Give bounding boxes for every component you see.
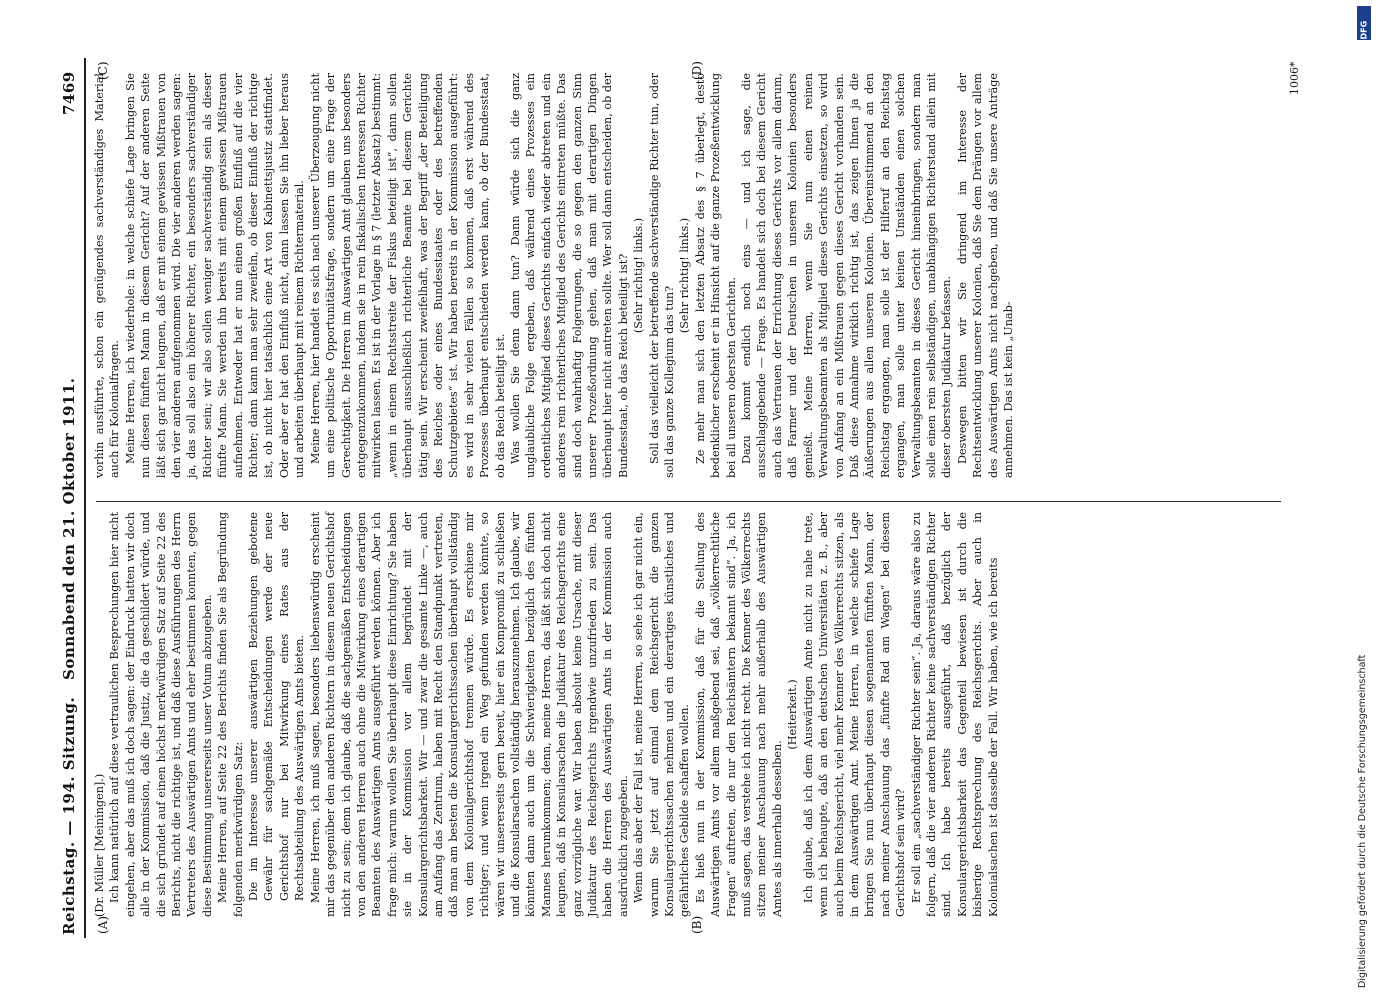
- margin-letter-a: (A): [96, 915, 110, 934]
- page-header-left: Reichstag. — 194. Sitzung.: [60, 696, 78, 935]
- interjection: (Heiterkeit.): [786, 679, 800, 750]
- page-number: 7469: [60, 71, 78, 115]
- dfg-logo-text: DFG: [1359, 20, 1369, 40]
- signature-mark: 1006*: [1288, 61, 1301, 95]
- paragraph: Meine Herren, ich wiederhole: in welche schiefe Lage bringen Sie nun diesen fünften Mann in diesem Gericht? Auf der anderen Seite läßt sich gar nicht leugnen, daß er mit einem gewissen Mißtrauen von den vier anderen aufgenommen wird. Die vier anderen werden sagen: ja, das soll also ein höherer Richter, ein besonders sachverständiger Richter sein; wir also sollen weniger sachverständig sein als dieser fünfte Mann. Sie werden ihn bereits mit einem gewissen Mißtrauen aufnehmen. Entweder hat er nun einen großen Einfluß auf die vier Richter; dann kann man sehr zweifeln, ob dieser Einfluß der richtige ist, ob nicht hier tatsächlich eine Art von Kabinettsjustiz stattfindet. Oder aber er hat den Einfluß nicht, dann lassen Sie ihn lieber heraus und arbeiten überhaupt mit reinem Richtermaterial.: [123, 73, 307, 478]
- quotation: Die im Interesse unserer auswärtigen Beziehungen gebotene Gewähr für sachgemäße Entscheidungen werde der neue Gerichtshof nur bei Mitwirkung eines Rates aus der Rechtsabteilung des Auswärtigen Amts bieten.: [247, 512, 307, 901]
- paragraph: Ze mehr man sich den letzten Absatz des § 7 überlegt, desto bedenklicher erscheint er in Hinsicht auf die ganze Prozeßentwicklung bei all unseren obersten Gerichten.: [693, 73, 738, 478]
- digitization-note: [1355, 8, 1371, 988]
- margin-letter-d: (D): [690, 61, 704, 80]
- paragraph: Es hieß nun in der Kommission, daß für die Stellung des Auswärtigen Amts vor allem maßgebend sei, daß „völkerrechtliche Fragen“ auftreten, die nur den Reichsämtern bekannt sind“. Ja, ich muß sagen, das verstehe ich nicht recht. Die Kenner des Völkerrechts sitzen meiner Anschauung nach mehr außerhalb des Auswärtigen Amtes als innerhalb desselben.: [693, 512, 784, 917]
- paragraph: Ich kann natürlich auf diese vertraulichen Besprechungen hier nicht eingehen, aber das muß ich doch sagen: der Eindruck hatten wir doch alle in der Kommission, daß die Justiz, die da geschildert würde, und die sich gründet auf einen höchst merkwürdigen Satz auf Seite 22 des Berichts, nicht die richtige ist, und daß diese Ausführungen des Herrn Vertreters des Auswärtigen Amts und eher bestimmen konnten, gegen diese Bestimmung unsererseits unser Votum abzugeben.: [108, 512, 214, 917]
- right-column: [92, 73, 1016, 478]
- paragraph: Er soll ein „sachverständiger Richter sein“. Ja, daraus wäre also zu folgern, daß die vier anderen Richter keine sachverständigen Richter sind. Ich habe bereits ausgeführt, daß bezüglich der Konsulargerichtsbarkeit das Gegenteil bewiesen ist durch die bisherige Rechtsprechung des Reichsgerichts. Aber auch in Kolonialsachen ist dasselbe der Fall. Wir haben, wie ich bereits: [909, 512, 1000, 917]
- interjection: (Sehr richtig! links.): [632, 217, 646, 334]
- paragraph: Meine Herren, auf Seite 22 des Berichts finden Sie als Begründung folgenden merkwürdigen Satz:: [216, 512, 245, 917]
- digitization-note-text: Digitalisierung gefördert durch die Deutsche Forschungsgemeinschaft: [1357, 654, 1368, 988]
- interjection: (Sehr richtig! links.): [678, 217, 692, 334]
- column-divider: [96, 501, 1281, 502]
- paragraph: Ich glaube, daß ich dem Auswärtigen Amte nicht zu nahe trete, wenn ich behaupte, daß an den deutschen Universitäten z. B., aber auch beim Reichsgericht, viel mehr Kenner des Völkerrechts sitzen, als in dem Auswärtigen Amt. Meine Herren, in welche schiefe Lage bringen Sie nun überhaupt diesen sogenannten fünften Mann, der nach meiner Anschauung das „fünfte Rad am Wagen“ bei diesem Gerichtshof sein wird?: [801, 512, 908, 917]
- speaker-label: (Dr. Müller [Meiningen].): [93, 773, 106, 917]
- paragraph: Deswegen bitten wir Sie dringend im Interesse der Rechtsentwicklung unserer Kolonien, daß Sie dem Drängen vor allem des Auswärtigen Amts nicht nachgeben, und daß Sie unsere Anträge annehmen. Das ist kein „Unab-: [955, 73, 1015, 478]
- header-rule: [84, 58, 86, 938]
- left-column: [92, 512, 1001, 917]
- paragraph: Soll das vielleicht der betreffende sachverständige Richter tun, oder soll das ganze Kollegium das tun?: [647, 73, 677, 478]
- paragraph: Wenn das aber der Fall ist, meine Herren, so sehe ich gar nicht ein, warum Sie jetzt auf einmal dem Reichsgericht die ganzen Konsulargerichtssachen nehmen und ein derartiges künstliches und gefährliches Gebilde schaffen wollen.: [632, 512, 692, 917]
- margin-letter-c: (C): [96, 61, 110, 80]
- paragraph: Dazu kommt endlich noch eins — und ich sage, die ausschlaggebende — Frage. Es handelt sich doch bei diesem Gericht auch das Vertrauen der Errichtung dieses Gerichts vor allem darum, daß Farmer und der Deutschen in unseren Kolonien besonders genießt. Meine Herren, wenn Sie nun einen reinen Verwaltungsbeamten als Mitglied dieses Gerichts einsetzen, so wird von Anfang an ein Mißtrauen gegen dieses Gericht vorhanden sein. Daß diese Annahme wirklich richtig ist, das zeigen Ihnen ja die Äußerungen aus allen unseren Kolonien. Übereinstimmend an den Reichstag ergangen, man solle ist der Hilferuf an den Reichstag ergangen, man solle unter keinen Umständen einen solchen Verwaltungsbeamten in dieses Gericht hineinbringen, sondern man solle einen rein selbständigen, unabhängigen Richterstand allein mit dieser obersten Judikatur befassen.: [740, 73, 954, 478]
- page-header-date: Sonnabend den 21. Oktober 1911.: [60, 377, 78, 680]
- margin-letter-b: (B): [690, 915, 704, 934]
- paragraph: Meine Herren, hier handelt es sich nach unserer Überzeugung nicht um eine politische Opportunitätsfrage, sondern um eine Frage der Gerechtigkeit. Die Herren im Auswärtigen Amt glauben uns besonders entgegenzukommen, indem sie in rein fiskalischen Interessen Richter mitwirken lassen. Es ist in der Vorlage in § 7 (letzter Absatz) bestimmt: „wenn in einem Rechtsstreite der Fiskus beteiligt ist“, dann sollen überhaupt ausschließlich richterliche Beamte bei diesem Gerichte tätig sein. Wir erscheint zweifelhaft, was der Begriff „der Beteiligung des Reiches oder eines Bundesstaates oder des betreffenden Schutzgebietes“ ist. Wir haben bereits in der Kommission ausgeführt: es wird in sehr vielen Fällen so kommen, daß erst während des Prozesses überhaupt entschieden werden kann, ob der Bundesstaat, ob das Reich beteiligt ist.: [308, 73, 507, 478]
- paragraph: Was wollen Sie denn dann tun? Dann würde sich die ganz unglaubliche Folge ergeben, daß während eines Prozesses ein ordentliches Mitglied dieses Gerichts einfach wieder abtreten und ein anderes rein richterliches Mitglied des Gerichts eintreten müßte. Das sind doch wahrhaftig Folgerungen, die so gegen den ganzen Sinn unserer Prozeßordnung gehen, daß man mit derartigen Dingen überhaupt hier nicht antreten sollte. Wer soll dann entscheiden, ob der Bundesstaat, ob das Reich beteiligt ist?: [508, 73, 630, 478]
- paragraph: vorhin ausführte, schon ein genügendes sachverständiges Material auch für Kolonialfragen.: [93, 73, 122, 478]
- paragraph: Meine Herren, ich muß sagen, besonders liebenswürdig erscheint mir das gegenüber den anderen Richtern in diesem neuen Gerichtshof nicht zu sein; denn ich glaube, daß die sachgemäßen Entscheidungen von den anderen Herren auch ohne die Mitwirkung eines derartigen Beamten des Auswärtigen Amts ausgeführt werden können. Aber ich frage mich: warum wollen Sie überhaupt diese Einrichtung? Sie haben sie in der Kommission vor allem begründet mit der Konsulargerichtsbarkeit. Wir — und zwar die gesamte Linke —, auch am Anfang das Zentrum, haben mit Recht den Standpunkt vertreten, daß man am besten die Konsulargerichtssachen überhaupt vollständig von dem Kolonialgerichtshof trennen würde. Es erschiene mir richtiger; und wenn irgend ein Weg gefunden werden könnte, so wären wir unsererseits gern bereit, hier ein Kompromiß zu schließen und die Konsularsachen vollständig herauszunehmen. Ich glaube, wir könnten dann auch um die Schwierigkeiten bezüglich des fünften Mannes herumkommen; denn, meine Herren, das läßt sich doch nicht leugnen, daß in Konsularsachen die Judikatur des Reichsgerichts eine ganz vorzügliche war. Wir haben absolut keine Ursache, mit dieser Judikatur des Reichsgerichts irgendwie unzufrieden zu sein. Das haben die Herren des Auswärtigen Amts in der Kommission auch ausdrücklich zugegeben.: [308, 512, 630, 917]
